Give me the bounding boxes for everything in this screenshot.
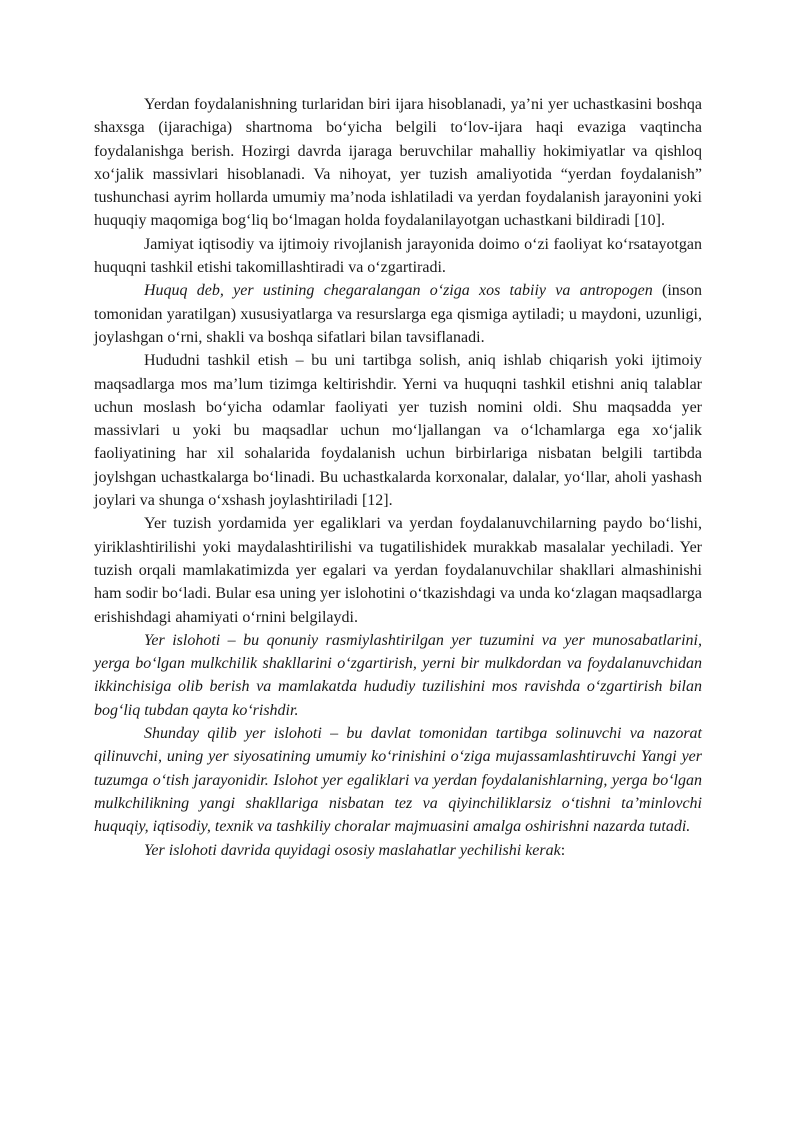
paragraph-text: : [560, 841, 566, 859]
paragraph-land-management [94, 512, 702, 628]
paragraph-territory-organization [94, 349, 702, 512]
paragraph-land-reform-definition [94, 629, 702, 722]
document-page [94, 93, 702, 862]
paragraph-text: Hududni tashkil etish – bu uni tartibga solish, aniq ishlab chiqarish yoki ijtimoiy maqsadlarga mos ma’lum tizimga keltirishdir. Yerni va huquqni tashkil etishni aniq talablar uchun moslash bo‘yicha odamlar faoliyati yer tuzish nomini oldi. Shu maqsadda yer massivlari u yoki bu maqsadlar uchun mo‘ljallangan va o‘lchamlarga ega xo‘jalik faoliyatining har xil sohalarida foydalanish uchun birbirlariga nisbatan belgili tartibda joylshgan uchastkalarga bo‘linadi. Bu uchastkalarda korxonalar, dalalar, yo‘llar, aholi yashash joylari va shunga o‘xshash joylashtiriladi [12]. [94, 352, 702, 510]
paragraph-land-reform-tasks [94, 839, 702, 862]
paragraph-italic-text: Shunday qilib yer islohoti – bu davlat tomonidan tartibga solinuvchi va nazorat qilinuvchi, uning yer siyosatining umumiy ko‘rinishini o‘ziga mujassamlashtiruvchi Yangi yer tuzumga o‘tish jarayonidir. Islohot yer egaliklari va yerdan foydalanishlarning, yerga bo‘lgan mulkchilikning yangi shakllariga nisbatan tez va qiyinchiliklarsiz o‘tishni ta’minlovchi huquqiy, iqtisodiy, texnik va tashkiliy choralar majmuasini amalga oshirishni nazarda tutadi. [94, 725, 702, 836]
paragraph-italic-lead: Huquq deb, yer ustining chegaralangan o‘ziga xos tabiiy va antropogen [144, 282, 653, 300]
paragraph-land-reform-summary [94, 722, 702, 838]
paragraph-text: (inson tomonidan yaratilgan) xususiyatlarga va resurslarga ega qismiga aytiladi; u maydoni, uzunligi, joylashgan o‘rni, shakli va boshqa sifatlari bilan tavsiflanadi. [94, 282, 702, 346]
paragraph-society [94, 233, 702, 280]
paragraph-text: Yerdan foydalanishning turlaridan biri ijara hisoblanadi, ya’ni yer uchastkasini boshqa shaxsga (ijarachiga) shartnoma bo‘yicha belgili to‘lov-ijara haqi evaziga vaqtincha foydalanishga berish. Hozirgi davrda ijaraga beruvchilar mahalliy hokimiyatlar va qishloq xo‘jalik massivlari hisoblanadi. Va nihoyat, yer tuzish amaliyotida “yerdan foydalanish” tushunchasi ayrim hollarda umumiy ma’noda ishlatiladi va yerdan foydalanish jarayonini yoki huquqiy maqomiga bog‘liq bo‘lmagan holda foydalanilayotgan uchastkani bildiradi [10]. [94, 96, 702, 230]
paragraph-text: Yer tuzish yordamida yer egaliklari va yerdan foydalanuvchilarning paydo bo‘lishi, yiriklashtirilishi yoki maydalashtirilishi va tugatilishidek murakkab masalalar yechiladi. Yer tuzish orqali mamlakatimizda yer egalari va yerdan foydalanuvchilar shakllari almashinishi ham sodir bo‘ladi. Bular esa uning yer islohotini o‘tkazishdagi va unda ko‘zlagan maqsadlarga erishishdagi ahamiyati o‘rnini belgilaydi. [94, 515, 702, 626]
paragraph-law-definition [94, 279, 702, 349]
paragraph-lease [94, 93, 702, 233]
paragraph-italic-text: Yer islohoti davrida quyidagi ososiy maslahatlar yechilishi kerak [144, 841, 561, 859]
paragraph-italic-text: Yer islohoti – bu qonuniy rasmiylashtirilgan yer tuzumini va yer munosabatlarini, yerga bo‘lgan mulkchilik shakllarini o‘zgartirish, yerni bir mulkdordan va foydalanuvchidan ikkinchisiga olib berish va mamlakatda hududiy tuzilishini mos ravishda o‘zgartirish bilan bog‘liq tubdan qayta ko‘rishdir. [94, 631, 702, 719]
paragraph-text: Jamiyat iqtisodiy va ijtimoiy rivojlanish jarayonida doimo o‘zi faoliyat ko‘rsatayotgan huquqni tashkil etishi takomillashtiradi va o‘zgartiradi. [94, 235, 702, 277]
